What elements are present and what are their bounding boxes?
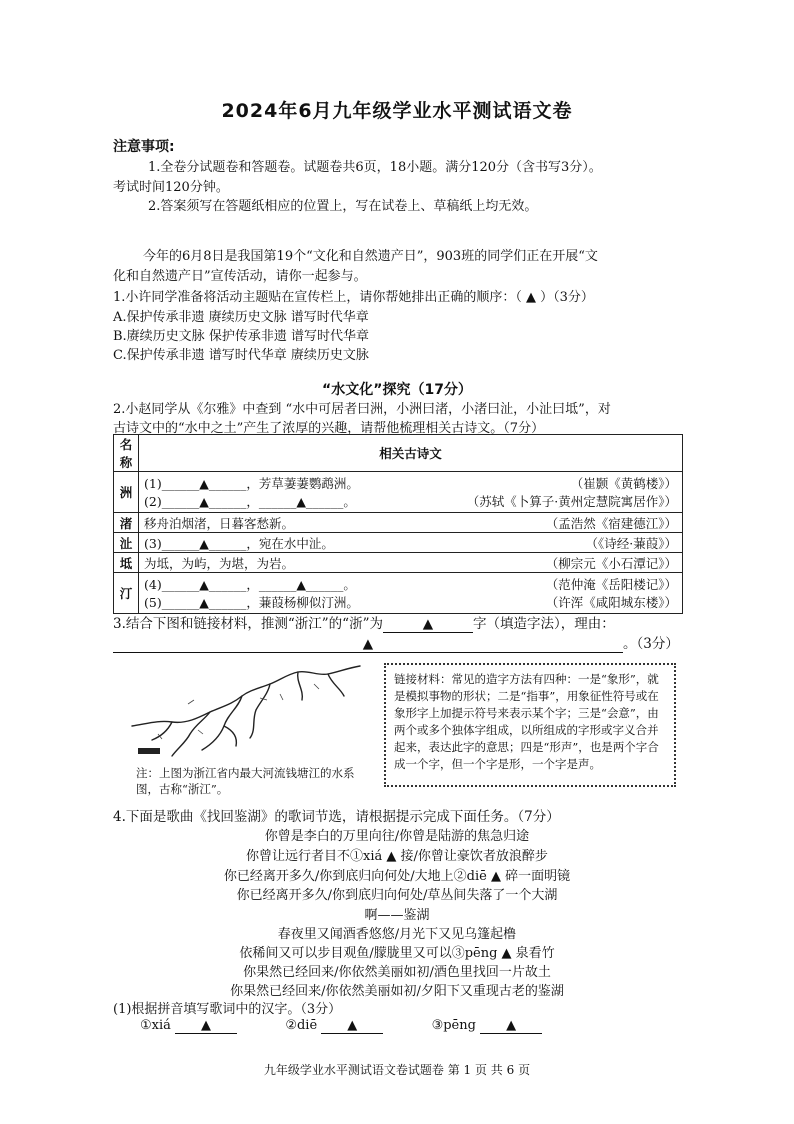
notice-heading: 注意事项: (113, 139, 175, 155)
qiantang-river-map (128, 664, 363, 764)
page-title: 2024年6月九年级学业水平测试语文卷 (221, 100, 573, 122)
di-source: （柳宗元《小石潭记》） (545, 555, 677, 571)
lyric-line-6: 春夜里又闻酒香悠悠/月光下又见乌篷起橹 (277, 927, 517, 942)
ting-source-1: （范仲淹《岳阳楼记》） (545, 577, 677, 592)
blank-label-die: ②diē (285, 1018, 318, 1033)
blank-xia: ▲ (175, 1018, 237, 1034)
row-name-zhu: 渚 (114, 513, 139, 533)
zhou-source-2: （苏轼《卜算子·黄州定慧院寓居作》） (466, 494, 677, 509)
ting-line-2: (5)______▲______，蒹葭杨柳似汀洲。 (144, 595, 359, 610)
lyric-line-9: 你果然已经回来/你依然美丽如初/夕阳下又重现古老的鉴湖 (230, 984, 564, 999)
row-name-ting: 汀 (114, 573, 139, 614)
q2-line-2: 古诗文中的“水中之土”产生了浓厚的兴趣，请帮他梳理相关古诗文。（7分） (113, 421, 545, 436)
link-material-box: 链接材料：常见的造字方法有四种：一是“象形”，就是模拟事物的形状；二是“指事”，用象征性符号或在象形字上加提示符号来表示某个字；三是“会意”，由两个或多个独体字组成，以所组成的字形或字义合并起来，表达此字的意思；四是“形声”，也是两个字合成一个字，但一个字是形，一个字是声。 (384, 663, 676, 787)
section-heading: “水文化”探究（17分） (322, 382, 472, 398)
ting-line-1: (4)______▲______，______▲______。 (144, 577, 356, 592)
q3-line-2 (113, 632, 679, 653)
q4-sub-1: (1)根据拼音填写歌词中的汉字。（3分） (113, 1002, 342, 1017)
zhi-line: (3)______▲______，宛在水中沚。 (144, 535, 334, 551)
table-header-name: 名称 (114, 435, 139, 472)
map-caption: 注：上图为浙江省内最大河流钱塘江的水系图，古称“浙江”。 (136, 766, 355, 796)
blank-die: ▲ (321, 1018, 383, 1034)
q3-line-1 (113, 612, 615, 633)
zhou-line-1: (1)______▲______，芳草萋萋鹦鹉洲。 (144, 476, 359, 491)
blank-peng: ▲ (480, 1018, 542, 1034)
row-name-zhi: 沚 (114, 533, 139, 553)
blank-label-xia: ①xiá (140, 1018, 171, 1033)
row-name-zhou: 洲 (114, 472, 139, 513)
lyric-line-4: 你已经离开多久/你到底归向何处/草丛间失落了一个大湖 (236, 888, 558, 903)
q3-score: 。（3分） (623, 636, 679, 652)
di-line: 为坻，为屿，为堪，为岩。 (144, 555, 295, 571)
lyric-line-8: 你果然已经回来/你依然美丽如初/酒色里找回一片故土 (243, 965, 551, 980)
q3-blank-reason: ▲ (113, 636, 623, 653)
q1-option-c: C.保护传承非遗 谱写时代华章 赓续历史文脉 (113, 348, 369, 363)
intro-line-1: 今年的6月8日是我国第19个“文化和自然遗产日”，903班的同学们正在开展“文 (143, 249, 598, 264)
row-name-di: 坻 (114, 553, 139, 573)
q1-stem: 1.小许同学准备将活动主题贴在宣传栏上，请你帮她排出正确的顺序：（ ▲ ）（3分） (113, 290, 594, 305)
notice-item-2: 2.答案须写在答题纸相应的位置上，写在试卷上、草稿纸上均无效。 (148, 199, 538, 214)
lyric-line-3: 你已经离开多久/你到底归向何处/大地上②diē ▲ 碎一面明镜 (223, 869, 571, 884)
zhu-source: （孟浩然《宿建德江》） (545, 515, 677, 531)
blank-label-peng: ③pēng (431, 1018, 476, 1033)
notice-item-1: 1.全卷分试题卷和答题卷。试题卷共6页，18小题。满分120分（含书写3分）。 (148, 160, 602, 175)
q4-stem: 4.下面是歌曲《找回鉴湖》的歌词节选，请根据提示完成下面任务。（7分） (113, 809, 560, 825)
zhou-line-2: (2)______▲______，______▲______。 (144, 494, 356, 509)
poem-table (113, 434, 683, 614)
q1-option-a: A.保护传承非遗 赓续历史文脉 谱写时代华章 (113, 310, 369, 325)
q2-line-1: 2.小赵同学从《尔雅》中查到 “水中可居者曰洲，小洲曰渚，小渚曰沚，小沚曰坻”，对 (113, 402, 611, 417)
q1-option-b: B.赓续历史文脉 保护传承非遗 谱写时代华章 (113, 329, 369, 344)
lyric-line-5: 啊——鉴湖 (364, 908, 430, 923)
lyric-line-2: 你曾让远行者目不①xiá ▲ 接/你曾让豪饮者放浪醉步 (246, 849, 548, 864)
q3-stem: 3.结合下图和链接材料，推测“浙江”的“浙”为 (113, 616, 383, 632)
page-footer: 九年级学业水平测试语文卷试题卷 第 1 页 共 6 页 (263, 1063, 531, 1077)
q4-answer-row (140, 1018, 542, 1034)
notice-item-1-cont: 考试时间120分钟。 (113, 180, 229, 195)
q3-blank-method: ▲ (383, 616, 473, 633)
lyric-line-1: 你曾是李白的万里向往/你曾是陆游的焦急归途 (264, 829, 530, 844)
q3-stem-reason: 字（填造字法），理由： (473, 616, 615, 632)
ting-source-2: （许浑《咸阳城东楼》） (545, 595, 677, 610)
intro-line-2: 化和自然遗产日”宣传活动，请你一起参与。 (113, 269, 367, 284)
zhi-source: （《诗经·蒹葭》） (585, 535, 677, 551)
zhou-source-1: （崔颢《黄鹤楼》） (570, 476, 677, 491)
zhu-line: 移舟泊烟渚，日暮客愁新。 (144, 515, 295, 531)
table-header-poems: 相关古诗文 (139, 435, 683, 472)
lyric-line-7: 依稀间又可以步目观鱼/朦胧里又可以③pēng ▲ 泉看竹 (239, 946, 555, 961)
